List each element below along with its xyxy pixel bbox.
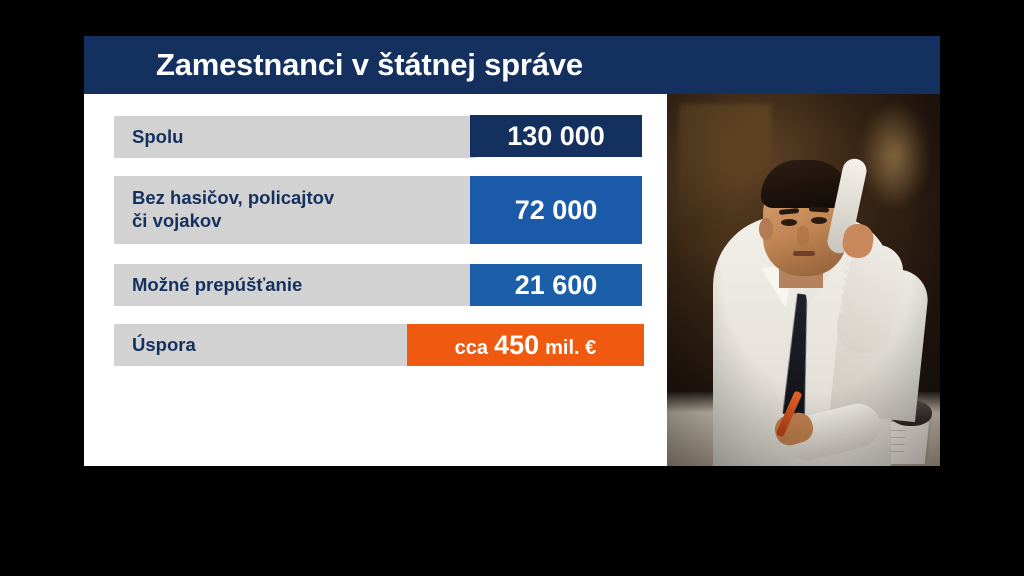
- photo-eye-left: [781, 219, 797, 226]
- table-row: [114, 264, 644, 306]
- photo-eye-right: [811, 217, 827, 224]
- chart-body: [84, 94, 940, 466]
- row-value-spolu: 130 000: [470, 115, 642, 157]
- row-value-mozne-prepustanie: 21 600: [470, 264, 642, 306]
- title-bar: [84, 36, 940, 94]
- infographic-card: [84, 36, 940, 466]
- row-label-bez-hasicov: [114, 176, 476, 244]
- photo-ear: [759, 218, 773, 240]
- page-title: Zamestnanci v štátnej správe: [156, 47, 583, 82]
- row-label-line2: či vojakov: [132, 210, 222, 231]
- uspora-unit: mil. €: [545, 336, 597, 359]
- row-value-uspora: [407, 324, 644, 366]
- row-label-mozne-prepustanie: Možné prepúšťanie: [114, 264, 476, 306]
- row-value-bez-hasicov: 72 000: [470, 176, 642, 244]
- table-row: [114, 176, 644, 244]
- data-rows: [114, 116, 644, 384]
- table-row: [114, 324, 644, 366]
- photo-light: [860, 100, 930, 210]
- photo-mouth: [793, 251, 815, 256]
- uspora-number: 450: [494, 329, 540, 360]
- uspora-prefix: cca: [454, 336, 489, 359]
- photo-nose: [797, 226, 809, 246]
- row-label-uspora: Úspora: [114, 324, 413, 366]
- row-label-line1: Bez hasičov, policajtov: [132, 187, 335, 209]
- table-row: [114, 116, 644, 158]
- row-label-spolu: Spolu: [114, 116, 476, 158]
- photo-man-at-desk: [667, 94, 940, 466]
